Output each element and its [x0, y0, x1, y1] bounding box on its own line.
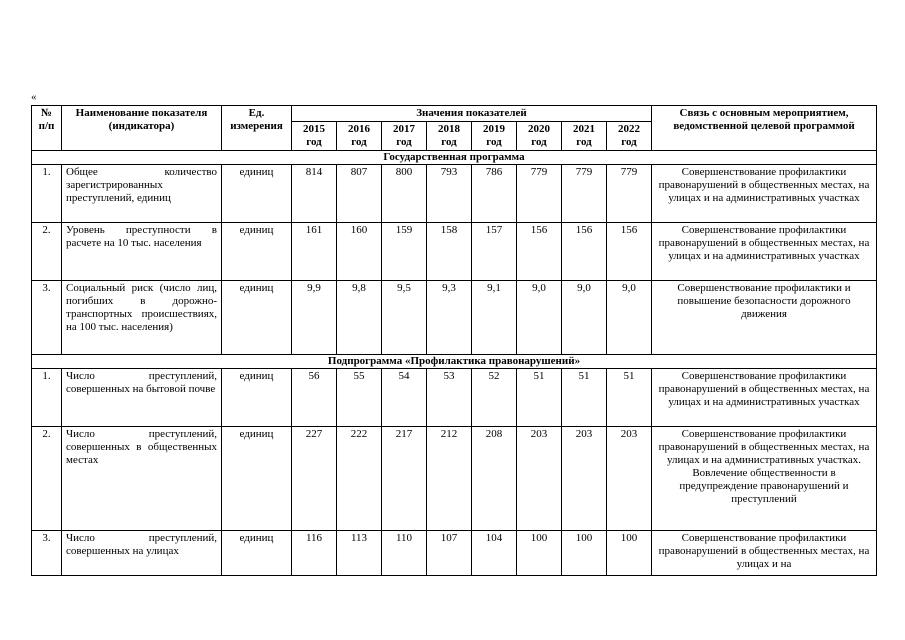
opening-quote-mark: « — [31, 91, 37, 103]
row-value: 110 — [382, 531, 427, 576]
row-value: 779 — [517, 165, 562, 223]
header-year: 2018 год — [427, 122, 472, 151]
table-row — [32, 427, 877, 531]
row-value: 113 — [337, 531, 382, 576]
table-row — [32, 369, 877, 427]
row-value: 51 — [562, 369, 607, 427]
table-row — [32, 531, 877, 576]
row-unit: единиц — [222, 165, 292, 223]
row-value: 157 — [472, 223, 517, 281]
section-header — [32, 151, 877, 165]
row-link: Совершенствование профилактики и повышение безопасности дорожного движения — [652, 281, 877, 355]
row-unit: единиц — [222, 531, 292, 576]
header-year: 2017 год — [382, 122, 427, 151]
row-name: Социальный риск (число лиц, погибших в дорожно-транспортных происшествиях, на 100 тыс. населения) — [62, 281, 222, 355]
row-name: Уровень преступности в расчете на 10 тыс. населения — [62, 223, 222, 281]
header-year: 2022 год — [607, 122, 652, 151]
row-value: 227 — [292, 427, 337, 531]
row-value: 779 — [607, 165, 652, 223]
row-value: 107 — [427, 531, 472, 576]
row-value: 104 — [472, 531, 517, 576]
row-value: 212 — [427, 427, 472, 531]
row-unit: единиц — [222, 223, 292, 281]
row-name: Число преступлений, совершенных на улицах — [62, 531, 222, 576]
row-value: 9,1 — [472, 281, 517, 355]
header-year: 2021 год — [562, 122, 607, 151]
row-link: Совершенствование профилактики правонарушений в общественных местах, на улицах и на — [652, 531, 877, 576]
row-value: 222 — [337, 427, 382, 531]
row-value: 116 — [292, 531, 337, 576]
row-link: Совершенствование профилактики правонарушений в общественных местах, на улицах и на административных участках — [652, 223, 877, 281]
row-value: 56 — [292, 369, 337, 427]
section-title: Подпрограмма «Профилактика правонарушений» — [32, 355, 877, 369]
row-value: 203 — [517, 427, 562, 531]
row-value: 158 — [427, 223, 472, 281]
header-unit: Ед. измерения — [222, 106, 292, 151]
header-link: Связь с основным мероприятием, ведомственной целевой программой — [652, 106, 877, 151]
row-value: 9,3 — [427, 281, 472, 355]
row-value: 9,0 — [517, 281, 562, 355]
row-value: 52 — [472, 369, 517, 427]
row-value: 53 — [427, 369, 472, 427]
header-year: 2015 год — [292, 122, 337, 151]
row-value: 814 — [292, 165, 337, 223]
header-values: Значения показателей — [292, 106, 652, 122]
row-num: 3. — [32, 281, 62, 355]
row-num: 1. — [32, 369, 62, 427]
row-link: Совершенствование профилактики правонарушений в общественных местах, на улицах и на административных участках. Вовлечение общественности в предупреждение правонарушений и преступлений — [652, 427, 877, 531]
header-name: Наименование показателя (индикатора) — [62, 106, 222, 151]
table-row — [32, 281, 877, 355]
row-value: 800 — [382, 165, 427, 223]
row-value: 9,5 — [382, 281, 427, 355]
row-unit: единиц — [222, 281, 292, 355]
row-num: 3. — [32, 531, 62, 576]
row-value: 51 — [607, 369, 652, 427]
header-year: 2020 год — [517, 122, 562, 151]
row-link: Совершенствование профилактики правонарушений в общественных местах, на улицах и на административных участках — [652, 369, 877, 427]
row-value: 159 — [382, 223, 427, 281]
table-row — [32, 165, 877, 223]
row-value: 793 — [427, 165, 472, 223]
row-value: 51 — [517, 369, 562, 427]
row-value: 156 — [562, 223, 607, 281]
row-value: 100 — [562, 531, 607, 576]
row-unit: единиц — [222, 427, 292, 531]
row-num: 2. — [32, 223, 62, 281]
row-link: Совершенствование профилактики правонарушений в общественных местах, на улицах и на административных участках — [652, 165, 877, 223]
row-value: 54 — [382, 369, 427, 427]
indicators-table — [31, 105, 877, 576]
row-value: 100 — [607, 531, 652, 576]
row-value: 9,9 — [292, 281, 337, 355]
row-value: 100 — [517, 531, 562, 576]
row-value: 786 — [472, 165, 517, 223]
row-num: 2. — [32, 427, 62, 531]
header-year: 2016 год — [337, 122, 382, 151]
section-header — [32, 355, 877, 369]
table-row — [32, 223, 877, 281]
row-value: 156 — [517, 223, 562, 281]
row-value: 156 — [607, 223, 652, 281]
row-name: Число преступлений, совершенных в общественных местах — [62, 427, 222, 531]
row-value: 203 — [562, 427, 607, 531]
section-title: Государственная программа — [32, 151, 877, 165]
header-num: № п/п — [32, 106, 62, 151]
row-value: 55 — [337, 369, 382, 427]
row-name: Общее количество зарегистрированных преступлений, единиц — [62, 165, 222, 223]
row-value: 208 — [472, 427, 517, 531]
row-name: Число преступлений, совершенных на бытовой почве — [62, 369, 222, 427]
row-value: 160 — [337, 223, 382, 281]
row-value: 9,0 — [562, 281, 607, 355]
row-value: 807 — [337, 165, 382, 223]
row-value: 217 — [382, 427, 427, 531]
row-value: 779 — [562, 165, 607, 223]
row-unit: единиц — [222, 369, 292, 427]
row-value: 9,8 — [337, 281, 382, 355]
row-value: 9,0 — [607, 281, 652, 355]
row-num: 1. — [32, 165, 62, 223]
row-value: 203 — [607, 427, 652, 531]
header-year: 2019 год — [472, 122, 517, 151]
row-value: 161 — [292, 223, 337, 281]
